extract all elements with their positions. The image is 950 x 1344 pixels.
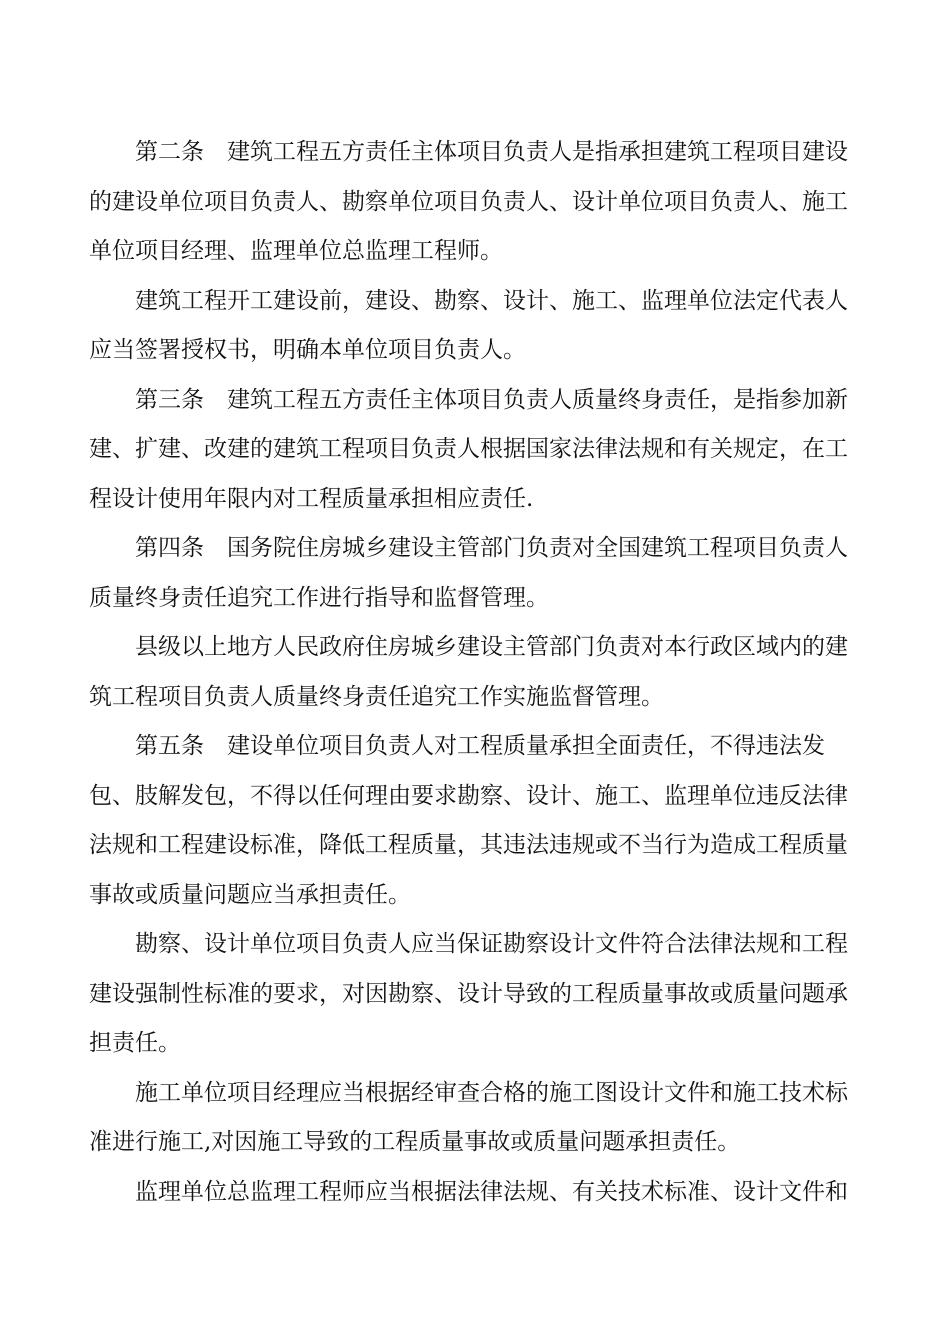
document-paragraph [89,920,848,1069]
document-paragraph [89,524,848,623]
paragraph-line: 第四条 国务院住房城乡建设主管部门负责对全国建筑工程项目负责人 [135,535,848,561]
document-paragraph [89,277,848,376]
paragraph-line: 质量终身责任追究工作进行指导和监督管理。 [89,584,549,611]
paragraph-line: 勘察、设计单位项目负责人应当保证勘察设计文件符合法律法规和工程 [135,931,848,957]
paragraph-line: 监理单位总监理工程师应当根据法律法规、有关技术标准、设计文件和 [135,1178,848,1205]
paragraph-line: 第五条 建设单位项目负责人对工程质量承担全面责任，不得违法发 [135,733,825,759]
paragraph-line: 建、扩建、改建的建筑工程项目负责人根据国家法律法规和有关规定，在工 [89,436,848,462]
paragraph-line: 担责任。 [89,1030,181,1056]
paragraph-line: 应当签署授权书，明确本单位项目负责人。 [89,337,526,363]
paragraph-line: 法规和工程建设标准，降低工程质量，其违法违规或不当行为造成工程质量 [89,832,848,858]
paragraph-line: 单位项目经理、监理单位总监理工程师。 [89,238,503,264]
paragraph-line: 筑工程项目负责人质量终身责任追究工作实施监督管理。 [89,683,664,710]
document-paragraph [89,376,848,525]
paragraph-line: 准进行施工,对因施工导致的工程质量事故或质量问题承担责任。 [89,1129,741,1155]
document-paragraph [89,722,848,920]
document-paragraph [89,1168,848,1218]
document-paragraph [89,128,848,277]
paragraph-line: 的建设单位项目负责人、勘察单位项目负责人、设计单位项目负责人、施工 [89,188,848,215]
paragraph-line: 建筑工程开工建设前，建设、勘察、设计、施工、监理单位法定代表人 [135,287,848,314]
paragraph-line: 第二条 建筑工程五方责任主体项目负责人是指承担建筑工程项目建设 [135,139,848,165]
paragraph-line: 第三条 建筑工程五方责任主体项目负责人质量终身责任，是指参加新 [135,386,848,413]
paragraph-line: 施工单位项目经理应当根据经审查合格的施工图设计文件和施工技术标 [135,1079,848,1106]
document-paragraph [89,623,848,722]
paragraph-line: 程设计使用年限内对工程质量承担相应责任. [89,485,534,512]
paragraph-line: 事故或质量问题应当承担责任。 [89,881,411,908]
paragraph-line: 建设强制性标准的要求，对因勘察、设计导致的工程质量事故或质量问题承 [89,980,848,1007]
document-body [89,128,848,1217]
paragraph-line: 县级以上地方人民政府住房城乡建设主管部门负责对本行政区域内的建 [135,634,848,660]
paragraph-line: 包、肢解发包，不得以任何理由要求勘察、设计、施工、监理单位违反法律 [89,782,848,809]
document-paragraph [89,1069,848,1168]
